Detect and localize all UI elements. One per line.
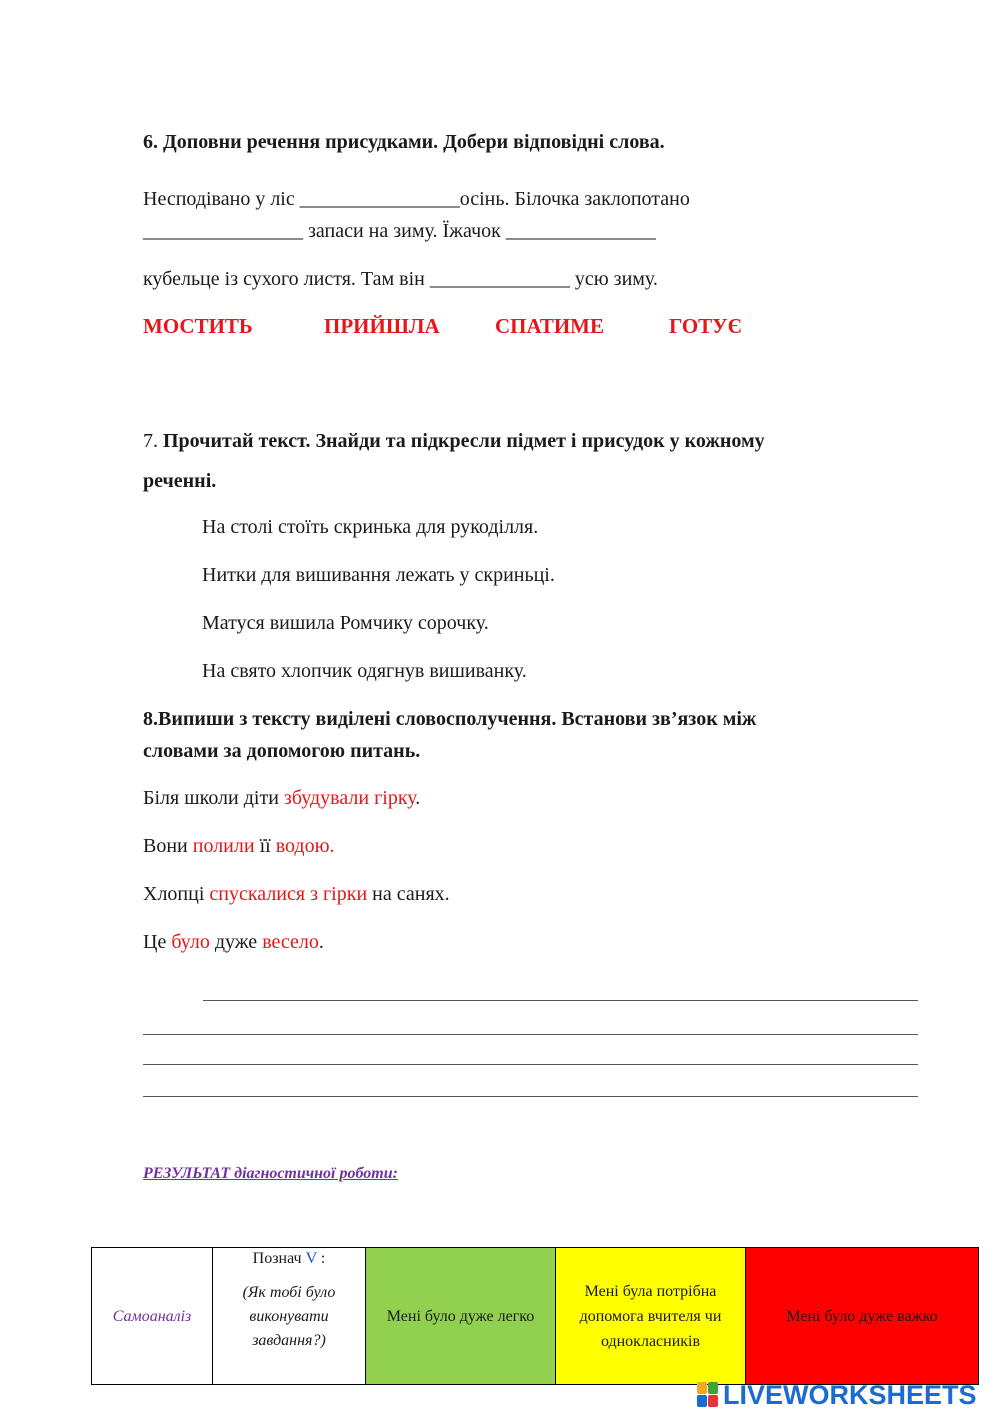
option-hard[interactable]: Мені було дуже важко: [746, 1248, 979, 1385]
plain-text: дуже: [209, 931, 263, 953]
answer-line[interactable]: [143, 1096, 918, 1097]
task6-text-line-2: ________________ запаси на зиму. Їжачок _______________: [143, 220, 656, 242]
liveworksheets-logo-text: LIVEWORKSHEETS: [723, 1379, 977, 1410]
plain-text: .: [318, 931, 324, 953]
word-option[interactable]: ГОТУЄ: [669, 314, 742, 338]
task8-sentence: [143, 835, 335, 858]
task7-heading: [143, 430, 765, 453]
task6-heading: 6. Доповни речення присудками. Добери відповідні слова.: [143, 131, 665, 153]
option-needed-help[interactable]: Мені була потрібна допомога вчителя чи однокласників: [556, 1248, 746, 1385]
plain-text: .: [415, 787, 421, 809]
word-option[interactable]: СПАТИМЕ: [495, 314, 604, 338]
task8-sentence: [143, 883, 450, 906]
task8-sentence: [143, 931, 324, 954]
word-option[interactable]: МОСТИТЬ: [143, 314, 253, 338]
task6-text-line-3: кубельце із сухого листя. Там він ______________ усю зиму.: [143, 268, 658, 290]
mark-suffix: :: [316, 1250, 326, 1267]
mark-question: (Як тобі було виконувати завдання?): [242, 1284, 336, 1349]
task7-sentence[interactable]: Нитки для вишивання лежать у скриньці.: [202, 564, 555, 586]
answer-line[interactable]: [203, 1000, 918, 1001]
self-assessment-label: Самоаналіз: [92, 1248, 213, 1385]
highlighted-phrase: було: [171, 931, 210, 953]
answer-line[interactable]: [143, 1064, 918, 1065]
mark-heading: [217, 1246, 361, 1271]
task8-sentence: [143, 787, 420, 810]
highlighted-phrase: спускалися з гірки: [209, 883, 368, 905]
highlighted-phrase: полили: [192, 835, 255, 857]
highlighted-phrase: збудували гірку: [283, 787, 416, 809]
task6-text-line-1: Несподівано у ліс ________________осінь. Білочка заклопотано: [143, 188, 690, 210]
task8-heading: 8.Випиши з тексту виділені словосполучення. Встанови зв’язок між: [143, 708, 757, 730]
highlighted-phrase: весело: [262, 931, 319, 953]
plain-text: Біля школи діти: [143, 787, 284, 809]
mark-instruction: [213, 1248, 366, 1385]
plain-text: Хлопці: [143, 883, 210, 905]
task7-heading-text: Прочитай текст. Знайди та підкресли підмет і присудок у кожному: [163, 430, 765, 452]
self-assessment-table: [91, 1247, 979, 1385]
task7-sentence[interactable]: Матуся вишила Ромчику сорочку.: [202, 612, 489, 634]
plain-text: Вони: [143, 835, 193, 857]
word-option[interactable]: ПРИЙШЛА: [324, 314, 440, 338]
answer-line[interactable]: [143, 1034, 918, 1035]
result-title: РЕЗУЛЬТАТ діагностичної роботи:: [143, 1165, 398, 1182]
liveworksheets-logo-icon: [697, 1382, 719, 1408]
task7-heading-cont: реченні.: [143, 470, 217, 492]
plain-text: її: [254, 835, 276, 857]
mark-v: V: [305, 1250, 317, 1267]
task8-heading-cont: словами за допомогою питань.: [143, 740, 421, 762]
plain-text: Це: [143, 931, 172, 953]
option-easy[interactable]: Мені було дуже легко: [366, 1248, 556, 1385]
mark-prefix: Познач: [252, 1250, 306, 1267]
task7-sentence[interactable]: На столі стоїть скринька для рукоділля.: [202, 516, 539, 538]
task7-sentence[interactable]: На свято хлопчик одягнув вишиванку.: [202, 660, 527, 682]
liveworksheets-logo: [697, 1380, 977, 1410]
task7-number: 7.: [143, 430, 158, 452]
highlighted-phrase: водою.: [275, 835, 335, 857]
plain-text: на санях.: [367, 883, 450, 905]
